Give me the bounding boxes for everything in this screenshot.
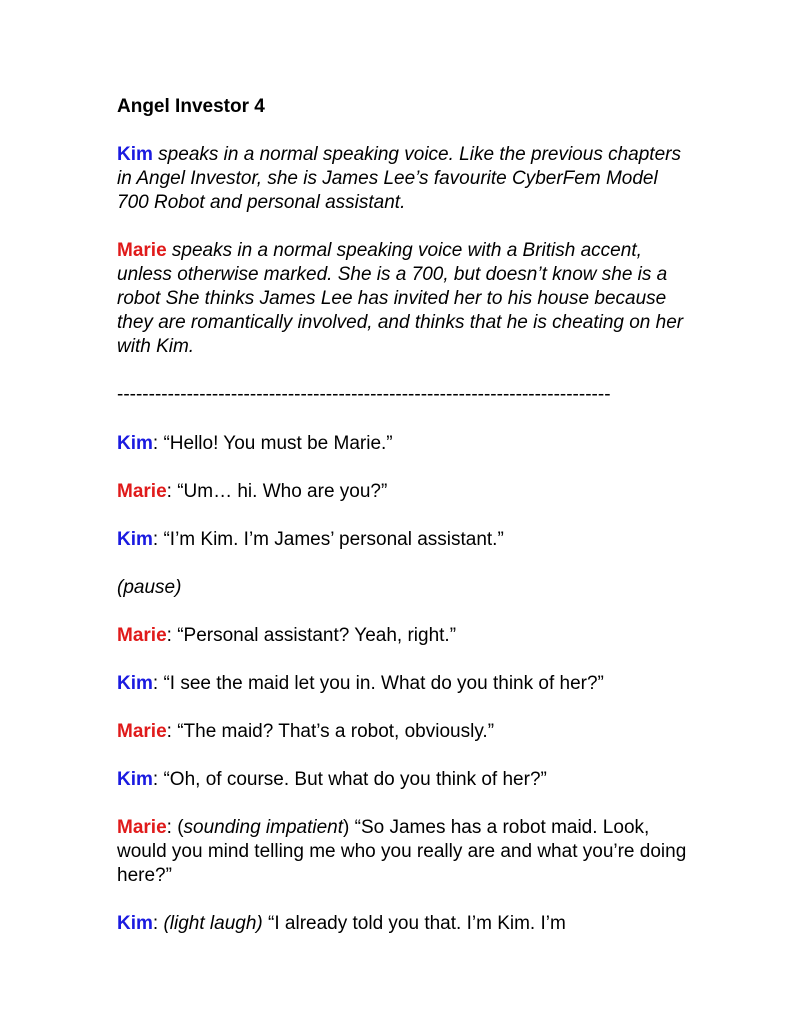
stage-direction: (light laugh) (163, 913, 263, 934)
speaker-name: Marie (117, 721, 167, 742)
dialogue-text: “I’m Kim. I’m James’ personal assistant.” (163, 529, 504, 550)
dialogue-line (117, 720, 687, 744)
dialogue-text: “Personal assistant? Yeah, right.” (177, 625, 457, 646)
character-description-kim (117, 143, 687, 215)
description-text: speaks in a normal speaking voice with a British accent, unless otherwise marked. She is a 700, but doesn’t know she is a robot She thinks James Lee has invited her to his house because they are romantically involved, and thinks that he is cheating on her with Kim. (117, 240, 684, 357)
separator: : (152, 673, 164, 694)
separator: : ( (166, 817, 184, 838)
speaker-name: Marie (117, 625, 167, 646)
dialogue-text: “I see the maid let you in. What do you think of her?” (163, 673, 604, 694)
dialogue-line (117, 912, 687, 936)
separator: : (166, 481, 178, 502)
dialogue-text: “Um… hi. Who are you?” (177, 481, 388, 502)
document-page (117, 95, 687, 936)
stage-direction: (pause) (117, 577, 182, 598)
speaker-name: Kim (117, 769, 153, 790)
document-title: Angel Investor 4 (117, 96, 265, 117)
dialogue-text: “Hello! You must be Marie.” (163, 433, 393, 454)
separator-rule: ------------------------------------------------------------------------------ (117, 384, 611, 405)
separator: ) (343, 817, 355, 838)
dialogue-line (117, 768, 687, 792)
separator: : (152, 913, 164, 934)
speaker-name: Kim (117, 673, 153, 694)
speaker-name: Kim (117, 433, 153, 454)
speaker-name: Marie (117, 240, 167, 261)
dialogue-text: “I already told you that. I’m Kim. I’m (268, 913, 566, 934)
dialogue-line (117, 816, 687, 888)
character-description-marie (117, 239, 687, 359)
speaker-name: Kim (117, 144, 153, 165)
dialogue-line (117, 432, 687, 456)
dialogue-line (117, 528, 687, 552)
separator: : (166, 625, 178, 646)
separator: : (152, 529, 164, 550)
separator: : (166, 721, 178, 742)
dialogue-line (117, 672, 687, 696)
speaker-name: Marie (117, 817, 167, 838)
speaker-name: Marie (117, 481, 167, 502)
dialogue-text: “So James has a robot maid. Look, would you mind telling me who you really are and what you’re doing here?” (117, 817, 687, 886)
separator: : (152, 769, 164, 790)
dialogue-text: “The maid? That’s a robot, obviously.” (177, 721, 495, 742)
separator: : (152, 433, 164, 454)
description-text: speaks in a normal speaking voice. Like the previous chapters in Angel Investor, she is James Lee’s favourite CyberFem Model 700 Robot and personal assistant. (117, 144, 681, 213)
speaker-name: Kim (117, 913, 153, 934)
dialogue-line (117, 624, 687, 648)
dialogue-line (117, 480, 687, 504)
stage-direction: sounding impatient (183, 817, 344, 838)
speaker-name: Kim (117, 529, 153, 550)
dialogue-text: “Oh, of course. But what do you think of her?” (163, 769, 547, 790)
